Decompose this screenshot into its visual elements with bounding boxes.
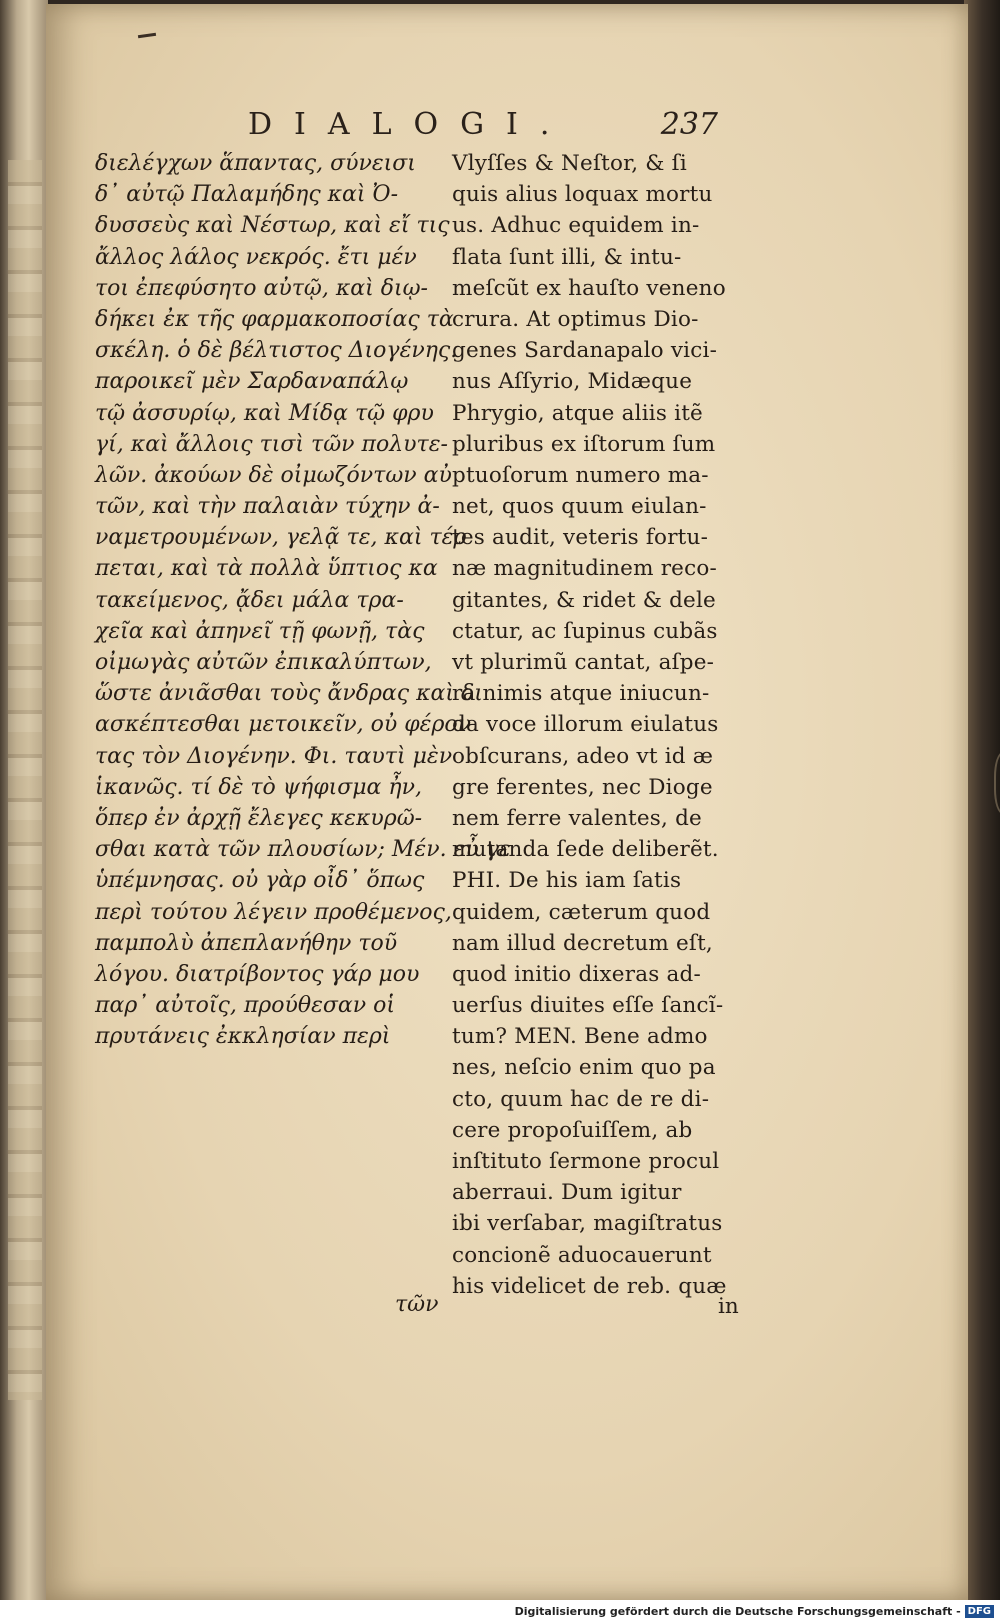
digitization-footer [0,1600,1000,1622]
greek-line: τας τὸν Διογένην. Φι. ταυτὶ μὲν [95,743,453,769]
latin-line: quis alius loquax mortu [452,182,713,208]
greek-line: ἄλλος λάλος νεκρός. ἔτι μέν [95,244,417,270]
latin-line: Vlyſſes & Neſtor, & ſi [452,151,687,176]
latin-line: næ magnitudinem reco- [452,556,717,582]
greek-line: οἰμωγὰς αὐτῶν ἐπικαλύπτων, [95,650,432,675]
header-title: DIALOGI. [248,106,572,142]
latin-line: uerſus diuites eſſe ſancĩ- [452,993,724,1019]
facing-page-edge [8,160,42,1400]
greek-line: λόγου. διατρίβοντος γάρ μου [95,961,420,987]
greek-line: ὥστε ἀνιᾶσθαι τοὺς ἄνδρας καὶ δι [95,681,483,707]
latin-line: meſcũt ex hauſto veneno [452,275,726,301]
latin-line: his videlicet de reb. quæ [452,1273,727,1299]
latin-line: inſtituto ſermone procul [452,1149,720,1174]
greek-line: γί, καὶ ἄλλοις τισὶ τῶν πολυτε- [95,431,448,457]
latin-line: flata ſunt illi, & intu- [452,244,682,270]
latin-text-column [452,148,750,1302]
latin-line: quidem, cæterum quod [452,899,711,925]
latin-catchword: in [718,1294,739,1319]
latin-line: us. Adhuc equidem in- [452,213,700,239]
latin-line: aberraui. Dum igitur [452,1180,682,1206]
greek-line: πεται, καὶ τὰ πολλὰ ὕπτιος κα [95,556,438,582]
latin-line: Phrygio, atque aliis itẽ [452,400,703,426]
latin-line: nus Aſſyrio, Midæque [452,369,693,395]
latin-line: da voce illorum eiulatus [452,712,719,738]
right-page-edge [964,0,1000,1622]
greek-line: διελέγχων ἅπαντας, σύνεισι [95,151,416,176]
greek-line: σθαι κατὰ τῶν πλουσίων; Μέν. εὖ γε [95,837,511,863]
latin-line: quod initio dixeras ad- [452,961,701,987]
latin-line: gitantes, & ridet & dele [452,587,716,613]
greek-line: παμπολὺ ἀπεπλανήθην τοῦ [95,930,398,956]
latin-line: tum? MEN. Bene admo [452,1024,708,1050]
greek-line: περὶ τούτου λέγειν προθέμενος, [95,899,452,925]
latin-line: nam illud decretum eſt, [452,930,713,956]
greek-line: ὅπερ ἐν ἀρχῇ ἔλεγες κεκυρῶ- [95,805,423,831]
latin-line: PHI. De his iam ſatis [452,868,682,894]
latin-line: cto, quum hac de re di- [452,1086,710,1112]
greek-line: σκέλη. ὁ δὲ βέλτιστος Διογένης. [95,338,458,364]
greek-line: τοι ἐπεφύσητο αὐτῷ, καὶ διῳ- [95,275,428,301]
greek-line: πρυτάνεις ἐκκλησίαν περὶ [95,1024,391,1050]
book-binding [0,0,48,1622]
latin-line: vt plurimũ cantat, aſpe- [452,650,715,675]
greek-line: παρ᾽ αὐτοῖς, προύθεσαν οἱ [95,993,395,1019]
latin-line: nem ferre valentes, de [452,805,702,831]
greek-line: τακείμενος, ᾄδει μάλα τρα- [95,587,404,613]
latin-line: ptuoſorum numero ma- [452,462,709,488]
greek-line: ασκέπτεσθαι μετοικεῖν, οὐ φέρον [95,712,472,738]
dfg-logo: DFG [965,1605,994,1618]
latin-line: net, quos quum eiulan- [452,494,707,520]
latin-line: crura. At optimus Dio- [452,306,699,332]
footer-credit: Digitalisierung gefördert durch die Deutsche Forschungsgemeinschaft - [514,1604,961,1618]
latin-line: ra nimis atque iniucun- [452,681,710,707]
latin-line: cere propoſuiſſem, ab [452,1117,693,1143]
greek-text-column [95,148,511,1052]
latin-line: concionẽ aduocauerunt [452,1242,712,1268]
latin-line: obſcurans, adeo vt id æ [452,743,714,769]
greek-line: δ᾽ αὐτῷ Παλαμήδης καὶ Ὀ- [95,182,399,208]
ink-mark [138,33,156,38]
latin-line: genes Sardanapalo vici- [452,338,718,364]
greek-line: λῶν. ἀκούων δὲ οἰμωζόντων αὐ [95,462,452,488]
latin-line: nes, neſcio enim quo pa [452,1055,716,1081]
greek-line: τῷ ἀσσυρίῳ, καὶ Μίδᾳ τῷ φρυ [95,400,434,426]
running-header [248,104,718,144]
latin-line: ctatur, ac ſupinus cubãs [452,618,718,644]
page-number: 237 [660,106,718,142]
latin-line: ibi verſabar, magiſtratus [452,1211,723,1237]
greek-catchword: τῶν [395,1292,439,1317]
greek-line: ναμετρουμένων, γελᾷ τε, καὶ τέρ [95,525,467,551]
greek-line: ἱκανῶς. τί δὲ τὸ ψήφισμα ἦν, [95,774,422,800]
latin-line: tes audit, veteris fortu- [452,525,709,551]
greek-line: δυσσεὺς καὶ Νέστωρ, καὶ εἴ τις [95,213,450,239]
greek-line: χεῖα καὶ ἀπηνεῖ τῇ φωνῇ, τὰς [95,618,425,644]
latin-line: pluribus ex iſtorum ſum [452,431,716,457]
greek-line: δήκει ἐκ τῆς φαρμακοποσίας τὰ [95,306,454,332]
latin-line: gre ferentes, nec Dioge [452,774,713,800]
greek-line: παροικεῖ μὲν Σαρδαναπάλῳ [95,369,409,395]
greek-line: ὑπέμνησας. οὐ γὰρ οἶδ᾽ ὅπως [95,868,425,894]
latin-line: mutanda ſede deliberẽt. [452,837,719,863]
greek-line: τῶν, καὶ τὴν παλαιὰν τύχην ἀ- [95,494,440,520]
